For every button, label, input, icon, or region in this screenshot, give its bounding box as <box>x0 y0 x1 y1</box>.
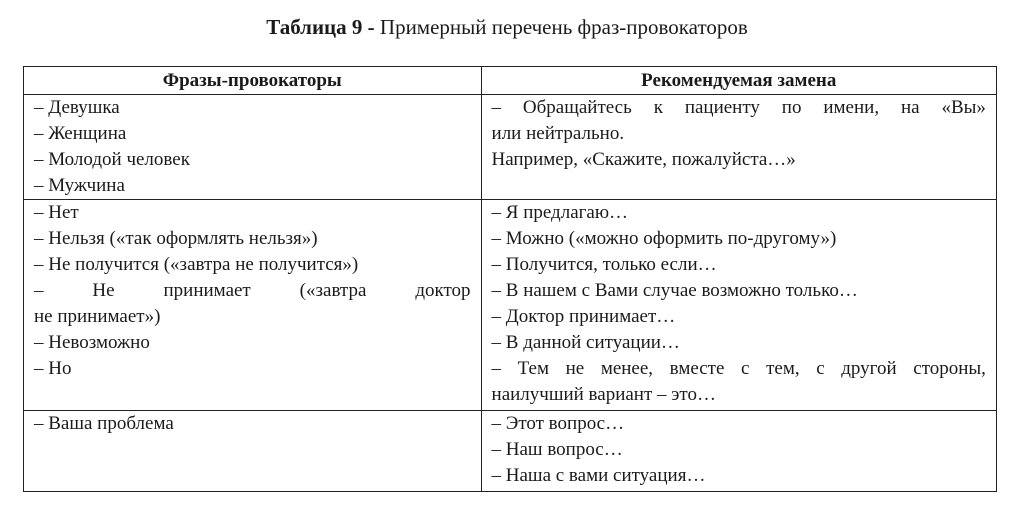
word: пациенту <box>684 97 760 118</box>
word: («завтра <box>299 280 367 301</box>
phrase-item: – Молодой человек <box>34 149 190 170</box>
word: вместе <box>669 358 725 379</box>
word: – <box>34 280 44 301</box>
provocative-phrases-table <box>23 66 997 492</box>
replacement-item: – Наш вопрос… <box>491 439 623 460</box>
replacement-item: – Получится, только если… <box>491 254 717 275</box>
table-cell-phrases <box>24 95 482 200</box>
replacement-line-justified <box>492 95 986 121</box>
phrase-item: не принимает») <box>34 306 161 327</box>
table-row <box>24 200 997 411</box>
replacement-item: – В нашем с Вами случае возможно только… <box>491 280 858 301</box>
word: Обращайтесь <box>522 97 632 118</box>
word: стороны, <box>913 358 986 379</box>
replacement-item: – Этот вопрос… <box>491 413 625 434</box>
replacement-item: – Я предлагаю… <box>491 202 629 223</box>
table-cell-phrases <box>24 200 482 411</box>
table-header-row <box>24 67 997 95</box>
word: имени, <box>823 97 880 118</box>
replacement-item: – Наша с вами ситуация… <box>491 465 706 486</box>
word: тем, <box>766 358 800 379</box>
word: не <box>565 358 585 379</box>
word: Тем <box>517 358 549 379</box>
phrase-item: – Невозможно <box>34 332 150 353</box>
word: менее, <box>600 358 654 379</box>
phrase-item: – Нет <box>34 202 79 223</box>
replacement-item: наилучший вариант – это… <box>491 384 716 405</box>
word: с <box>741 358 750 379</box>
caption-label: Таблица 9 - <box>266 15 375 39</box>
word: другой <box>841 358 897 379</box>
phrase-line-justified <box>34 278 471 304</box>
replacement-item: Например, «Скажите, пожалуйста…» <box>491 149 796 170</box>
word: к <box>653 97 663 118</box>
caption-text: Примерный перечень фраз-провокаторов <box>379 15 748 39</box>
table-cell-replacements <box>481 411 996 492</box>
phrase-item: – Ваша проблема <box>34 413 174 434</box>
table-row <box>24 95 997 200</box>
table-cell-phrases <box>24 411 482 492</box>
replacement-item: – Доктор принимает… <box>491 306 676 327</box>
table-caption <box>0 12 1014 42</box>
word: – <box>491 358 502 379</box>
table-cell-replacements <box>481 200 996 411</box>
phrase-item: – Мужчина <box>34 175 125 196</box>
word: с <box>816 358 825 379</box>
phrase-item: – Девушка <box>34 97 120 118</box>
phrase-item: – Женщина <box>34 123 127 144</box>
word: – <box>491 97 502 118</box>
word: «Вы» <box>941 97 986 118</box>
header-provocative-phrases: Фразы-провокаторы <box>24 67 482 95</box>
replacement-line-justified <box>492 356 986 382</box>
word: Не <box>92 280 115 301</box>
header-recommended-replacement: Рекомендуемая замена <box>481 67 996 95</box>
phrase-item: – Не получится («завтра не получится») <box>34 254 359 275</box>
word: принимает <box>163 280 251 301</box>
word: на <box>900 97 920 118</box>
phrase-item: – Но <box>34 358 72 379</box>
replacement-item: – Можно («можно оформить по-другому») <box>491 228 837 249</box>
table-cell-replacements <box>481 95 996 200</box>
word: доктор <box>415 280 471 301</box>
table-row <box>24 411 997 492</box>
word: по <box>781 97 802 118</box>
replacement-item: или нейтрально. <box>491 123 625 144</box>
phrase-item: – Нельзя («так оформлять нельзя») <box>34 228 318 249</box>
replacement-item: – В данной ситуации… <box>491 332 680 353</box>
